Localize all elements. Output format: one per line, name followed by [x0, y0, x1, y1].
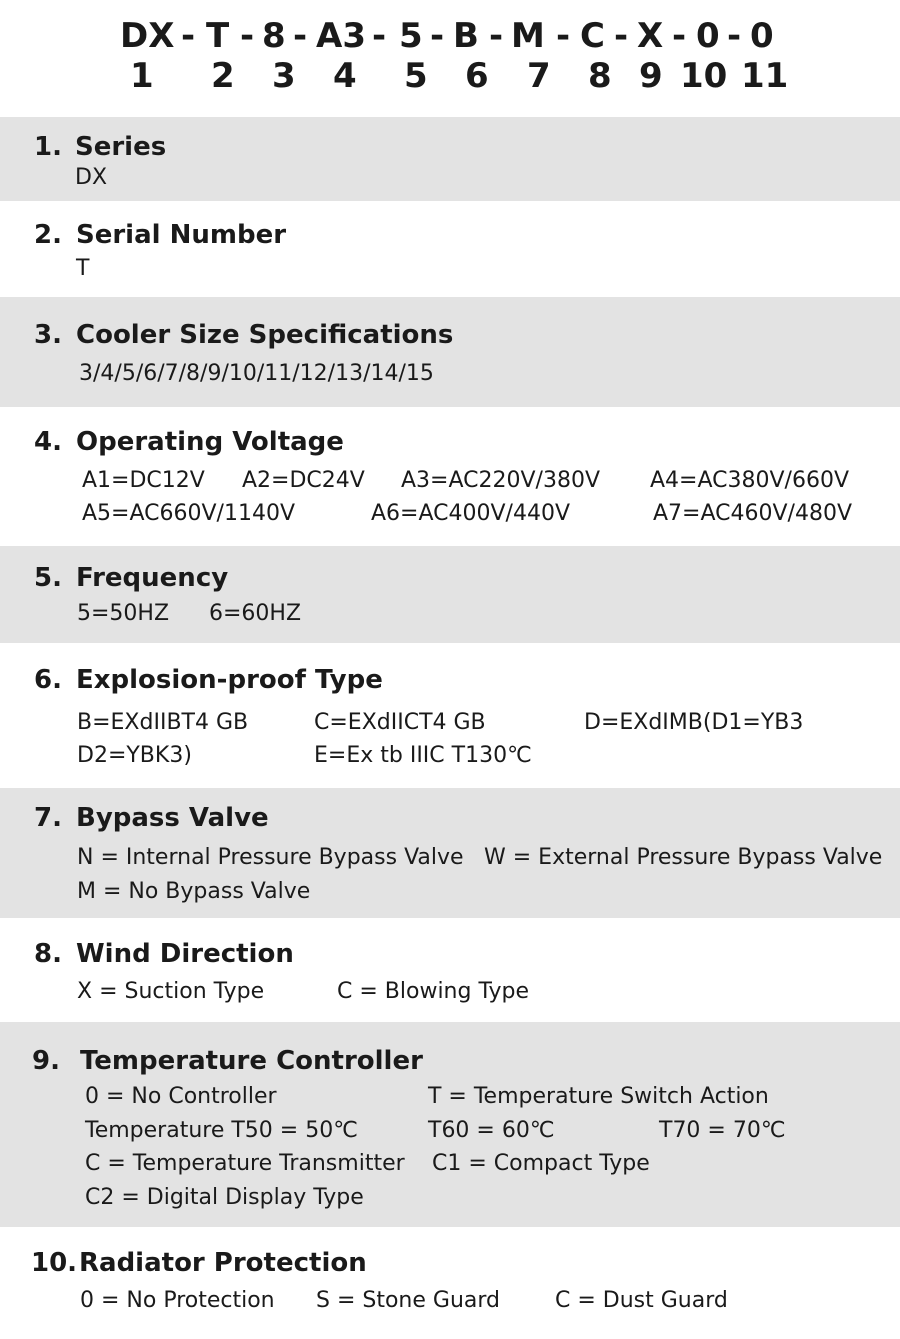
option: A2=DC24V	[242, 468, 365, 493]
section-operating-voltage	[0, 407, 900, 546]
option: 0 = No Controller	[85, 1084, 277, 1109]
section-heading	[34, 220, 286, 250]
option: B=EXdIIBT4 GB	[77, 710, 249, 735]
section-title: Radiator Protection	[79, 1248, 367, 1278]
code-index: 4	[333, 56, 357, 96]
code-index: 1	[130, 56, 154, 96]
option: X = Suction Type	[77, 979, 265, 1004]
code-part: DX	[120, 16, 175, 56]
code-part: 5	[399, 16, 423, 56]
section-number: 6.	[34, 665, 62, 695]
section-heading	[34, 803, 269, 833]
code-part: 0	[696, 16, 720, 56]
section-number: 5.	[34, 563, 62, 593]
option: 5=50HZ	[77, 601, 170, 626]
section-heading	[34, 320, 453, 350]
section-title: Bypass Valve	[76, 803, 269, 833]
option: 0 = No Protection	[80, 1288, 275, 1313]
section-heading	[34, 427, 344, 457]
code-part: T	[206, 16, 230, 56]
section-number: 8.	[34, 939, 62, 969]
code-dash: -	[181, 16, 196, 56]
code-index: 9	[639, 56, 663, 96]
section-series	[0, 117, 900, 201]
option: A1=DC12V	[82, 468, 205, 493]
option: T70 = 70℃	[659, 1118, 786, 1143]
section-heading	[32, 1046, 423, 1076]
section-serial-number	[0, 201, 900, 297]
section-number: 10.	[31, 1248, 78, 1278]
option: C = Dust Guard	[555, 1288, 728, 1313]
section-heading	[34, 132, 166, 162]
section-number: 7.	[34, 803, 62, 833]
code-dash: -	[727, 16, 742, 56]
option: 3/4/5/6/7/8/9/10/11/12/13/14/15	[79, 361, 434, 386]
section-title: Explosion-proof Type	[76, 665, 383, 695]
code-index: 10	[680, 56, 728, 96]
section-number: 2.	[34, 220, 62, 250]
section-title: Wind Direction	[76, 939, 294, 969]
code-dash: -	[672, 16, 687, 56]
option: T	[76, 256, 90, 281]
code-index: 8	[588, 56, 612, 96]
code-dash: -	[372, 16, 387, 56]
option: A6=AC400V/440V	[371, 501, 570, 526]
code-dash: -	[614, 16, 629, 56]
option: T60 = 60℃	[428, 1118, 555, 1143]
option: S = Stone Guard	[316, 1288, 501, 1313]
model-code	[0, 14, 900, 94]
code-index: 11	[741, 56, 789, 96]
section-number: 4.	[34, 427, 62, 457]
section-title: Serial Number	[76, 220, 287, 250]
option: D=EXdIMB(D1=YB3	[584, 710, 804, 735]
section-number: 9.	[32, 1046, 60, 1076]
option: 6=60HZ	[209, 601, 302, 626]
option: C1 = Compact Type	[432, 1151, 650, 1176]
option: T = Temperature Switch Action	[428, 1084, 769, 1109]
section-radiator-protection	[0, 1227, 900, 1339]
section-heading	[34, 563, 228, 593]
section-cooler-size	[0, 297, 900, 407]
section-number: 1.	[34, 132, 62, 162]
option: E=Ex tb IIIC T130℃	[314, 743, 532, 768]
code-index: 2	[211, 56, 235, 96]
section-title: Frequency	[76, 563, 229, 593]
section-title: Cooler Size Specifications	[76, 320, 454, 350]
code-part: 0	[750, 16, 774, 56]
section-wind-direction	[0, 918, 900, 1022]
code-part: C	[580, 16, 605, 56]
code-part: 8	[262, 16, 286, 56]
code-dash: -	[489, 16, 504, 56]
section-explosion-proof-type	[0, 643, 900, 788]
option: C=EXdIICT4 GB	[314, 710, 486, 735]
option: C = Temperature Transmitter	[85, 1151, 405, 1176]
code-dash: -	[556, 16, 571, 56]
section-temperature-controller	[0, 1022, 900, 1227]
option: Temperature T50 = 50℃	[85, 1118, 358, 1143]
option: A4=AC380V/660V	[650, 468, 849, 493]
option: C2 = Digital Display Type	[85, 1185, 364, 1210]
section-heading	[34, 939, 294, 969]
code-index: 3	[272, 56, 296, 96]
option: M = No Bypass Valve	[77, 879, 311, 904]
option: A5=AC660V/1140V	[82, 501, 295, 526]
option: D2=YBK3)	[77, 743, 192, 768]
option: A3=AC220V/380V	[401, 468, 600, 493]
section-heading	[31, 1248, 367, 1278]
section-title: Series	[75, 132, 167, 162]
code-part: M	[511, 16, 545, 56]
section-number: 3.	[34, 320, 62, 350]
code-dash: -	[293, 16, 308, 56]
section-title: Temperature Controller	[80, 1046, 423, 1076]
code-index: 5	[404, 56, 428, 96]
code-index: 7	[527, 56, 551, 96]
section-bypass-valve	[0, 788, 900, 918]
code-dash: -	[240, 16, 255, 56]
code-index: 6	[465, 56, 489, 96]
option: N = Internal Pressure Bypass Valve	[77, 845, 464, 870]
code-part: A3	[316, 16, 366, 56]
option: C = Blowing Type	[337, 979, 529, 1004]
option: W = External Pressure Bypass Valve	[484, 845, 883, 870]
code-part: X	[637, 16, 664, 56]
section-heading	[34, 665, 383, 695]
code-dash: -	[430, 16, 445, 56]
section-title: Operating Voltage	[76, 427, 344, 457]
code-part: B	[453, 16, 479, 56]
section-frequency	[0, 546, 900, 643]
option: A7=AC460V/480V	[653, 501, 852, 526]
option: DX	[75, 165, 108, 190]
